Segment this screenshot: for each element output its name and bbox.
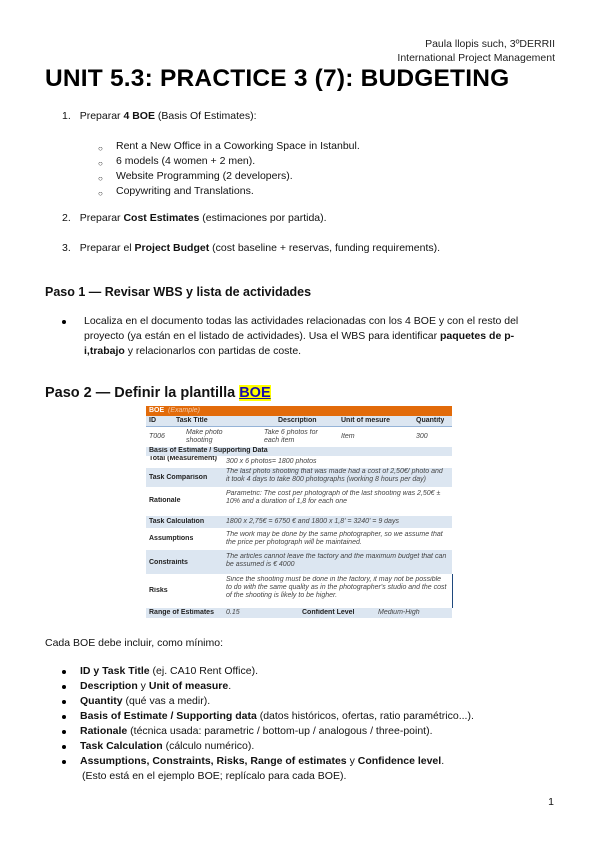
item-text: .: [228, 680, 232, 692]
range-label: Range of Estimates: [149, 609, 214, 616]
hollow-bullet-icon: ○: [98, 189, 103, 198]
list-item-3: [62, 241, 440, 256]
row-value: The articles cannot leave the factory and the maximum budget that can be assumed is € 4000: [226, 553, 447, 568]
minimo-tail: (Esto está en el ejemplo BOE; replícalo para cada BOE).: [82, 770, 347, 782]
cell: Item: [341, 433, 355, 440]
bullet-dot-icon: [62, 670, 66, 674]
paso2-heading: [45, 385, 271, 401]
row-value: Since the shooting must be done in the factory, it may not be possible to do with the same quality as in the photographer's studio and the cost of the shooting is likely to be higher.: [226, 576, 447, 599]
list-item-1: [62, 109, 257, 124]
col-header: ID: [149, 417, 156, 424]
row-label: Risks: [149, 587, 168, 594]
boe-example-table: [146, 406, 452, 620]
boe-footer-row: [146, 608, 452, 618]
course-line: International Project Management: [397, 52, 555, 64]
minimo-item: [62, 679, 562, 694]
bullet-dot-icon: [62, 730, 66, 734]
bullet-dot-icon: [62, 700, 66, 704]
row-label: Constraints: [149, 559, 188, 566]
item-bold: Basis of Estimate / Supporting data: [80, 710, 257, 722]
item-bold: Task Calculation: [80, 740, 163, 752]
paso1-line2: [84, 329, 552, 344]
paso1-text: [84, 314, 552, 359]
list-text-pre: Preparar: [79, 212, 124, 224]
minimo-item: [62, 754, 562, 769]
item-text: .: [441, 755, 445, 767]
minimo-list: [62, 664, 562, 784]
list-number: 2.: [62, 212, 71, 224]
paso1-line2-text: proyecto (ya están en el listado de actividades). Usa el WBS para identificar: [84, 330, 441, 342]
range-value: 0.15: [226, 609, 240, 616]
bullet-dot-icon: [62, 320, 66, 324]
minimo-intro: Cada BOE debe incluir, como mínimo:: [45, 637, 223, 649]
row-value: The last photo shooting that was made had a cost of 2,50€/ photo and it took 4 days to take 800 photographs (working 8 hours per day): [226, 468, 443, 483]
list-number: 1.: [62, 110, 71, 122]
minimo-item: [62, 694, 562, 709]
boe-section-header: [146, 447, 452, 456]
section-title: Basis of Estimate / Supporting Data: [149, 447, 268, 454]
boe-link[interactable]: BOE: [239, 385, 271, 401]
bullet-dot-icon: [62, 760, 66, 764]
paso1-heading: Paso 1 — Revisar WBS y lista de actividades: [45, 285, 312, 299]
list-text-pre: Preparar el: [79, 242, 135, 254]
bullet-dot-icon: [62, 715, 66, 719]
boe-header-row: [146, 416, 452, 427]
confidence-value: Medium-High: [378, 609, 420, 616]
row-value: Parametric: The cost per photograph of the last shooting was 2,50€ ± 10% and a duration of 1,8 for each one: [226, 490, 441, 505]
minimo-item: [62, 709, 562, 724]
author-line: Paula llopis such, 3ºDERRII: [425, 38, 555, 50]
page-number: 1: [548, 796, 554, 808]
boe-title: BOE: [149, 407, 165, 414]
row-label: Assumptions: [149, 535, 194, 542]
cell: Make photo shooting: [186, 429, 223, 444]
row-label: Total (Measurement): [149, 456, 217, 462]
paso2-heading-text: Paso 2 — Definir la plantilla: [45, 385, 240, 401]
boe-detail-row: [146, 487, 452, 516]
item-text: (técnica usada: parametric / bottom-up / analogous / three-point).: [127, 725, 433, 737]
boe-detail-row: [146, 528, 452, 550]
bullet-dot-icon: [62, 745, 66, 749]
minimo-item: [62, 739, 562, 754]
bullet-dot-icon: [62, 685, 66, 689]
row-value: 1800 x 2,75€ = 6750 € and 1800 x 1,8' = 3240' = 9 days: [226, 518, 399, 525]
paso1-line1: Localiza en el documento todas las actividades relacionadas con los 4 BOE y con el resto del: [84, 315, 519, 327]
cell: 300: [416, 433, 428, 440]
row-label: Task Comparison: [149, 474, 208, 481]
row-value: The work may be done by the same photographer, so we assume that the price per photograph will be maintained.: [226, 531, 443, 546]
list-text-post: (cost baseline + reservas, funding requirements).: [209, 242, 441, 254]
col-header: Description: [278, 417, 317, 424]
item-text: (datos históricos, ofertas, ratio paramétrico...).: [256, 710, 474, 722]
boe-data-row: [146, 427, 452, 447]
hollow-bullet-icon: ○: [98, 159, 103, 168]
item-text: y: [346, 755, 358, 767]
boe-detail-row: [146, 574, 453, 608]
col-header: Unit of mesure: [341, 417, 391, 424]
boe-title-bar: [146, 406, 452, 416]
boe-detail-row: [146, 468, 452, 487]
item-bold: ID y Task Title: [80, 665, 150, 677]
boe-detail-row: [146, 516, 452, 528]
paso1-line3: [84, 344, 552, 359]
paso1-line3-bold: i,trabajo: [84, 345, 125, 357]
hollow-bullet-icon: ○: [98, 144, 103, 153]
cell: T006: [149, 433, 165, 440]
item-text: y: [137, 680, 149, 692]
item-bold: Description: [80, 680, 138, 692]
item-bold: Quantity: [80, 695, 123, 707]
row-label: Rationale: [149, 497, 181, 504]
minimo-item: [62, 664, 562, 679]
sub-list-text: 6 models (4 women + 2 men).: [116, 155, 256, 167]
col-header: Quantity: [416, 417, 445, 424]
list-text-pre: Preparar: [79, 110, 124, 122]
hollow-bullet-icon: ○: [98, 174, 103, 183]
row-value: 300 x 6 photos= 1800 photos: [226, 458, 317, 465]
list-number: 3.: [62, 242, 71, 254]
boe-detail-row: [146, 456, 452, 468]
paso1-line2-bold: paquetes de p-: [440, 330, 515, 342]
page-title: UNIT 5.3: PRACTICE 3 (7): BUDGETING: [45, 65, 510, 92]
list-text-bold: Project Budget: [134, 242, 210, 254]
cell: Take 6 photos for each item: [264, 429, 318, 444]
list-text-bold: 4 BOE: [123, 110, 155, 122]
paso1-line3-text: y relacionarlos con partidas de coste.: [124, 345, 302, 357]
sub-list-text: Copywriting and Translations.: [116, 185, 254, 197]
boe-title-note: (Example): [168, 407, 200, 414]
list-text-post: (estimaciones por partida).: [199, 212, 327, 224]
row-label: Task Calculation: [149, 518, 205, 525]
item-bold: Confidence level: [357, 755, 442, 767]
confidence-label: Confident Level: [302, 609, 355, 616]
paso1-bullet: [62, 314, 552, 359]
item-text: (ej. CA10 Rent Office).: [149, 665, 258, 677]
item-bold: Rationale: [80, 725, 128, 737]
sub-list-text: Rent a New Office in a Coworking Space in Istanbul.: [116, 140, 360, 152]
col-header: Task Title: [176, 417, 208, 424]
item-bold: Assumptions, Constraints, Risks, Range of estimates: [80, 755, 347, 767]
list-text-bold: Cost Estimates: [123, 212, 200, 224]
item-text: (cálculo numérico).: [162, 740, 255, 752]
item-text: (qué vas a medir).: [122, 695, 211, 707]
item-bold: Unit of measure: [148, 680, 229, 692]
list-text-post: (Basis Of Estimates):: [154, 110, 257, 122]
boe-detail-row: [146, 550, 452, 574]
list-item-2: [62, 211, 327, 226]
sub-list-text: Website Programming (2 developers).: [116, 170, 293, 182]
minimo-item: [62, 724, 562, 739]
